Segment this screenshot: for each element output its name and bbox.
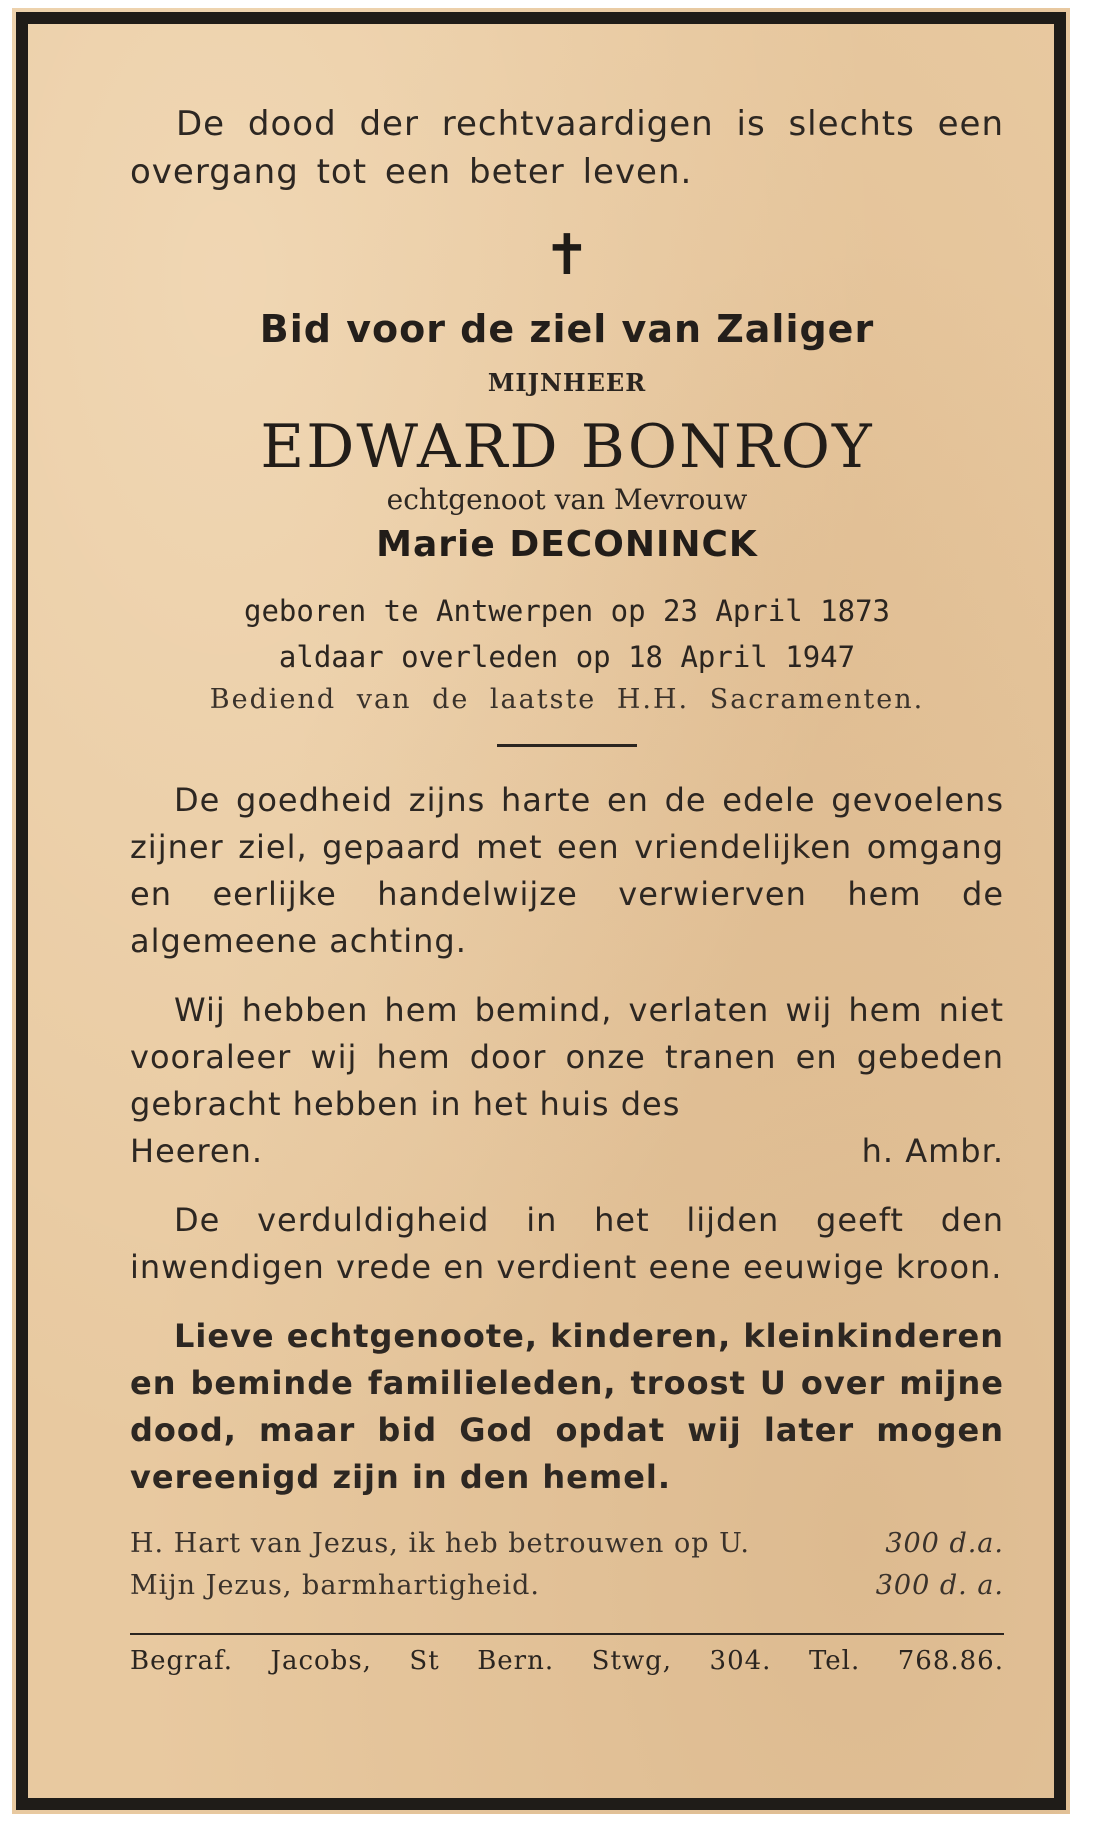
card-content [130, 100, 1004, 1681]
prayer-heading: Bid voor de ziel van Zaliger [259, 307, 875, 351]
spouse-intro: echtgenoot van Mevrouw [386, 483, 748, 516]
honorific: MIJNHEER [487, 368, 647, 397]
cross-icon: ✝ [543, 223, 591, 288]
prayer-line [130, 1565, 1004, 1607]
paragraph-virtues: De goedheid zijns harte en de edele gevoelens zijner ziel, gepaard met een vriendelijken omgang en eerlijke handelwijze verwierven hem de algemeene achting. [130, 781, 1004, 960]
indulgence: 300 d.a. [885, 1528, 1004, 1559]
death-line: aldaar overleden op 18 April 1947 [278, 640, 856, 674]
prayer-line [130, 1523, 1004, 1565]
prayer-text: Mijn Jezus, barmhartigheid. [130, 1570, 540, 1601]
spouse-name: Marie DECONINCK [376, 524, 758, 565]
motto-text: De dood der rechtvaardigen is slechts een overgang tot een beter leven. [130, 104, 1004, 192]
footer-divider [130, 1633, 1004, 1635]
printer-footer: Begraf. Jacobs, St Bern. Stwg, 304. Tel. 768.86. [130, 1646, 1004, 1676]
paragraph-ambrose-end [130, 1128, 1004, 1175]
deceased-name: EDWARD BONROY [260, 412, 874, 482]
prayer-text: H. Hart van Jezus, ik heb betrouwen op U. [130, 1528, 750, 1559]
indulgence: 300 d. a. [875, 1570, 1004, 1601]
paragraph-patience: De verduldigheid in het lijden geeft den inwendigen vrede en verdient eene eeuwige kroon. [130, 1201, 1004, 1286]
sacraments-line: Bediend van de laatste H.H. Sacramenten. [209, 684, 925, 715]
paragraph-ambrose-last-word: Heeren. [130, 1132, 264, 1170]
divider [497, 744, 637, 747]
quote-attribution: h. Ambr. [861, 1132, 1004, 1170]
prayers [130, 1523, 1004, 1607]
paragraph-ambrose-body: Wij hebben hem bemind, verlaten wij hem niet vooraleer wij hem door onze tranen en gebeden gebracht hebben in het huis des [130, 991, 1004, 1123]
paragraph-ambrose [130, 987, 1004, 1175]
memorial-card [12, 8, 1070, 1814]
paragraph-farewell: Lieve echtgenoote, kinderen, kleinkinderen en beminde familieleden, troost U over mijne dood, maar bid God opdat wij later mogen vereenigd zijn in den hemel. [130, 1317, 1004, 1496]
birth-line: geboren te Antwerpen op 23 April 1873 [243, 594, 890, 628]
